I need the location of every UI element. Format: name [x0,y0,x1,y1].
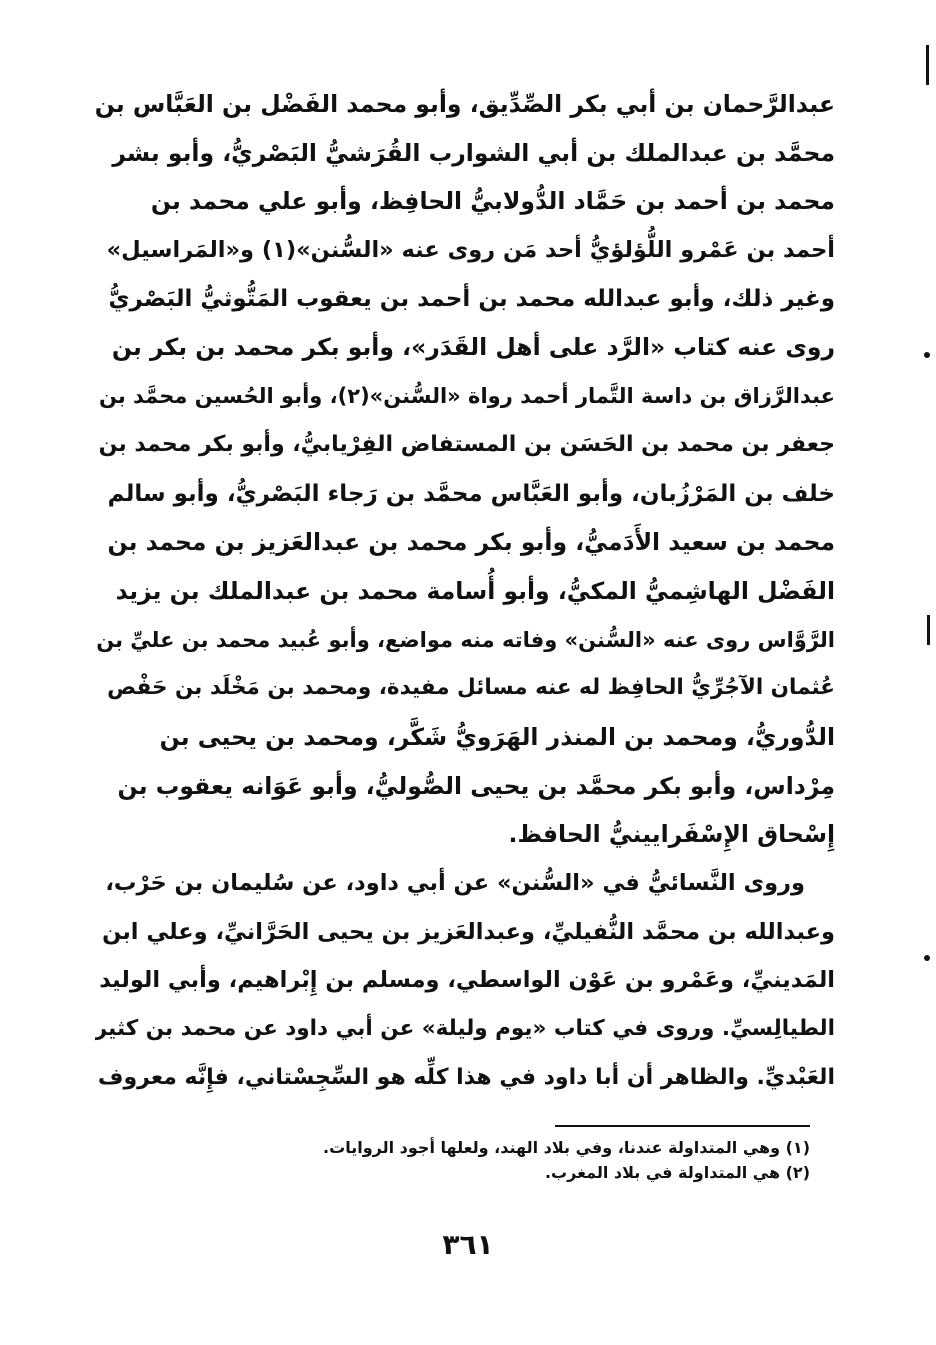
scan-edge-mark [924,955,930,961]
footnote-1: (١) وهي المتداولة عندنا، وفي بلاد الهند، ولعلها أجود الروايات. [323,1138,810,1157]
text-line: عبدالرَّحمان بن أبي بكر الصِّدِّيق، وأبو محمد الفَضْل بن العَبَّاس بن [95,90,835,118]
text-line: أحمد بن عَمْرو اللُّؤلؤيُّ أحد مَن روى عنه «السُّنن»(١) و«المَراسيل» [106,237,835,264]
text-line: الرَّوَّاس روى عنه «السُّنن» وفاته منه مواضع، وأبو عُبيد محمد بن عليِّ بن [96,627,835,652]
footnote-2: (٢) هي المتداولة في بلاد المغرب. [544,1163,810,1182]
main-text [95,80,835,1102]
scan-edge-mark [927,615,930,645]
text-line: جعفر بن محمد بن الحَسَن بن المستفاض الفِرْيابيُّ، وأبو بكر محمد بن [98,431,835,457]
footnote-rule [555,1125,810,1127]
text-line: خلف بن المَرْزُبان، وأبو العَبَّاس محمَّد بن رَجاء البَصْريُّ، وأبو سالم [107,480,835,507]
footnotes [95,1135,810,1185]
text-line: الطيالِسيِّ. وروى في كتاب «يوم وليلة» عن أبي داود عن محمد بن كثير [95,1016,835,1042]
text-line: وغير ذلك، وأبو عبدالله محمد بن أحمد بن يعقوب المَتُّوثيُّ البَصْريُّ [108,285,835,312]
text-line: الفَضْل الهاشِميُّ المكيُّ، وأبو أُسامة محمد بن عبدالملك بن يزيد [115,576,835,605]
text-line: وروى النَّسائيُّ في «السُّنن» عن أبي داود، عن سُليمان بن حَرْب، [105,870,805,896]
text-line: روى عنه كتاب «الرَّد على أهل القَدَر»، وأبو بكر محمد بن بكر بن [111,333,835,362]
scan-edge-mark [924,352,930,358]
text-line: مِرْداس، وأبو بكر محمَّد بن يحيى الصُّوليُّ، وأبو عَوَانه يعقوب بن [117,771,835,800]
text-line: محمَّد بن عبدالملك بن أبي الشوارب القُرَشيُّ البَصْريُّ، وأبو بشر [112,138,835,167]
text-line: إِسْحاق الإِسْفَرايينيُّ الحافظ. [508,820,835,849]
page-number: ٣٦١ [442,1228,494,1261]
text-line: الدُّوريُّ، ومحمد بن المنذر الهَرَويُّ شَكَّر، ومحمد بن يحيى بن [159,722,835,751]
text-line: المَدينيِّ، وعَمْرو بن عَوْن الواسطي، ومسلم بن إِبْراهيم، وأبي الوليد [99,967,835,994]
text-line: عبدالرَّزاق بن داسة التَّمار أحمد رواة «السُّنن»(٢)، وأبو الحُسين محمَّد بن [98,384,835,409]
scan-edge-mark [926,45,929,85]
text-line: عُثمان الآجُرِّيُّ الحافِظ له عنه مسائل مفيدة، ومحمد بن مَخْلَد بن حَفْص [107,675,835,701]
text-line: محمد بن سعيد الأَدَميُّ، وأبو بكر محمد بن عبدالعَزيز بن محمد بن [107,528,835,557]
text-line: وعبدالله بن محمَّد النُّفيليِّ، وعبدالعَزيز بن يحيى الحَرَّانيِّ، وعلي ابن [102,918,835,945]
text-line: محمد بن أحمد بن حَمَّاد الدُّولابيُّ الحافِظ، وأبو علي محمد بن [150,187,835,216]
text-line: العَبْديِّ. والظاهر أن أبا داود في هذا كلِّه هو السِّجِسْتاني، فإِنَّه معروف [97,1064,835,1090]
